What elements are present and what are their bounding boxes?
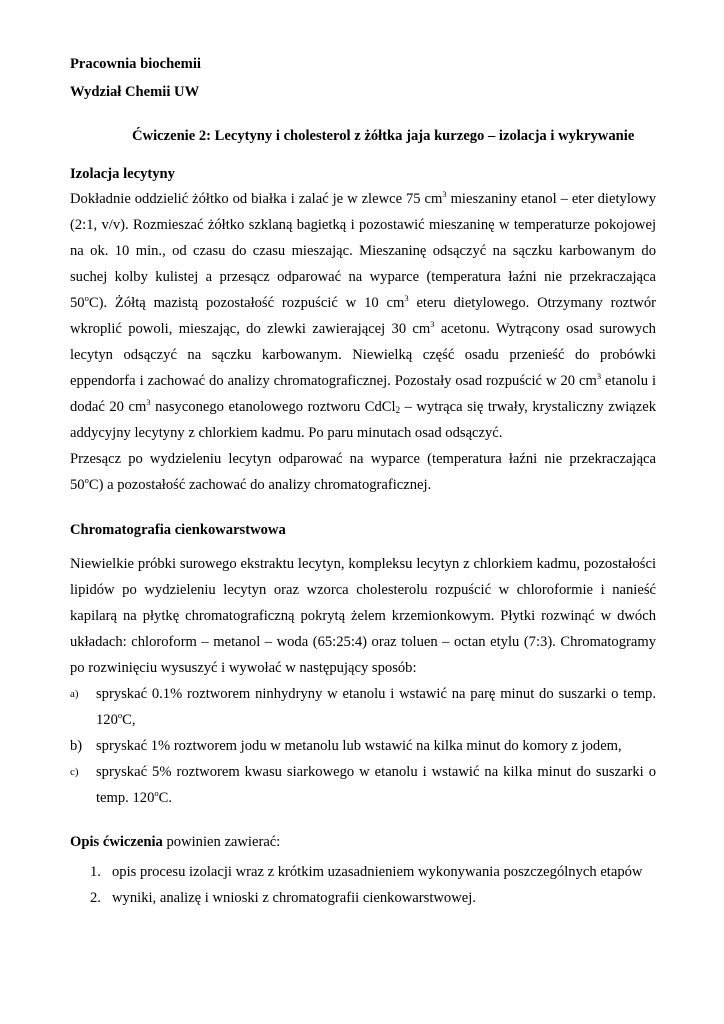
lab-name: Pracownia biochemii bbox=[70, 56, 201, 72]
isolation-line-10: addycyjny lecytyny z chlorkiem kadmu. Po paru minutach osad odsączyć. bbox=[70, 425, 503, 441]
list-item-line-1: spryskać 5% roztworem kwasu siarkowego w etanolu i wstawić na kilka minut do suszarki o bbox=[96, 764, 656, 780]
list-item bbox=[90, 890, 476, 907]
isolation-line-7: lecytyn odsączyć na sączku karbowanym. Niewielką część osadu przenieść do probówki bbox=[70, 347, 656, 363]
list-item bbox=[70, 686, 656, 732]
tlc-line-3: kapilarą na płytkę chromatograficzną pokrytą żelem krzemionkowym. Płytki rozwinąć w dwóch bbox=[70, 608, 656, 624]
faculty-name: Wydział Chemii UW bbox=[70, 84, 200, 100]
list-item bbox=[70, 738, 656, 758]
list-item bbox=[70, 764, 656, 810]
isolation-line-3: na ok. 10 min., od czasu do czasu mieszając. Mieszaninę odsączyć na sączku karbowanym do bbox=[70, 243, 656, 259]
list-marker: c) bbox=[70, 766, 79, 778]
isolation-line-6: wkroplić powoli, mieszając, do zlewki zawierającej 30 $cm^3$ acetonu. Wytrącony osad surowych bbox=[70, 319, 656, 337]
list-item-text: wyniki, analizę i wnioski z chromatografii cienkowarstwowej. bbox=[112, 890, 476, 906]
isolation-line-9: dodać 20 $cm^3$ nasyconego etanolowego roztworu CdCl$_2$ – wytrąca się trwały, krystaliczny związek bbox=[70, 397, 656, 415]
tlc-line-2: lipidów po wydzieleniu lecytyn oraz wzorca cholesterolu rozpuścić w chloroformie i nanieść bbox=[70, 582, 656, 598]
list-item-line-1: spryskać 0.1% roztworem ninhydryny w etanolu i wstawić na parę minut do suszarki o temp. bbox=[96, 686, 656, 702]
isolation-line-4: suchej kolby kulistej a przesącz odparować na wyparce (temperatura łaźni nie przekraczająca bbox=[70, 269, 656, 285]
list-item-line-2: 120$^o$C, bbox=[96, 710, 136, 728]
tlc-line-1: Niewielkie próbki surowego ekstraktu lecytyn, kompleksu lecytyn z chlorkiem kadmu, pozostałości bbox=[70, 556, 656, 572]
isolation-line-5: 50$^o$C). Żółtą mazistą pozostałość rozpuścić w 10 $cm^3$ eteru dietylowego. Otrzymany roztwór bbox=[70, 293, 656, 311]
tlc-line-4: układach: chloroform – metanol – woda (65:25:4) oraz toluen – octan etylu (7:3). Chromatogramy bbox=[70, 634, 656, 650]
list-marker: 2. bbox=[90, 890, 101, 906]
isolation-line-2: (2:1, v/v). Rozmieszać żółtko szklaną bagietką i pozostawić mieszaninę w temperaturze pokojowej bbox=[70, 217, 656, 233]
list-item-line-2: temp. 120$^o$C. bbox=[96, 788, 173, 806]
list-marker: b) bbox=[70, 738, 83, 754]
exercise-title: Ćwiczenie 2: Lecytyny i cholesterol z żółtka jaja kurzego – izolacja i wykrywanie bbox=[132, 128, 635, 144]
isolation-line-8: eppendorfa i zachować do analizy chromatograficznej. Pozostały osad rozpuścić w 20 $cm^3$ etanolu i bbox=[70, 371, 656, 389]
isolation-line-1: Dokładnie oddzielić żółtko od białka i zalać je w zlewce 75 $cm^3$ mieszaniny etanol – eter dietylowy bbox=[70, 189, 657, 207]
report-heading: Opis ćwiczenia powinien zawierać: bbox=[70, 834, 281, 850]
list-item bbox=[90, 864, 643, 881]
isolation-line-12: 50$^o$C) a pozostałość zachować do analizy chromatograficznej. bbox=[70, 475, 432, 493]
list-marker: 1. bbox=[90, 864, 101, 880]
list-item-line-1: spryskać 1% roztworem jodu w metanolu lub wstawić na kilka minut do komory z jodem, bbox=[96, 738, 622, 754]
list-item-text: opis procesu izolacji wraz z krótkim uzasadnieniem wykonywania poszczególnych etapów bbox=[112, 864, 643, 880]
tlc-heading: Chromatografia cienkowarstwowa bbox=[70, 522, 286, 538]
isolation-line-11: Przesącz po wydzieleniu lecytyn odparować na wyparce (temperatura łaźni nie przekraczająca bbox=[70, 451, 656, 467]
isolation-heading: Izolacja lecytyny bbox=[70, 166, 175, 182]
tlc-line-5: po rozwinięciu wysuszyć i wywołać w następujący sposób: bbox=[70, 660, 417, 676]
list-marker: a) bbox=[70, 688, 79, 700]
